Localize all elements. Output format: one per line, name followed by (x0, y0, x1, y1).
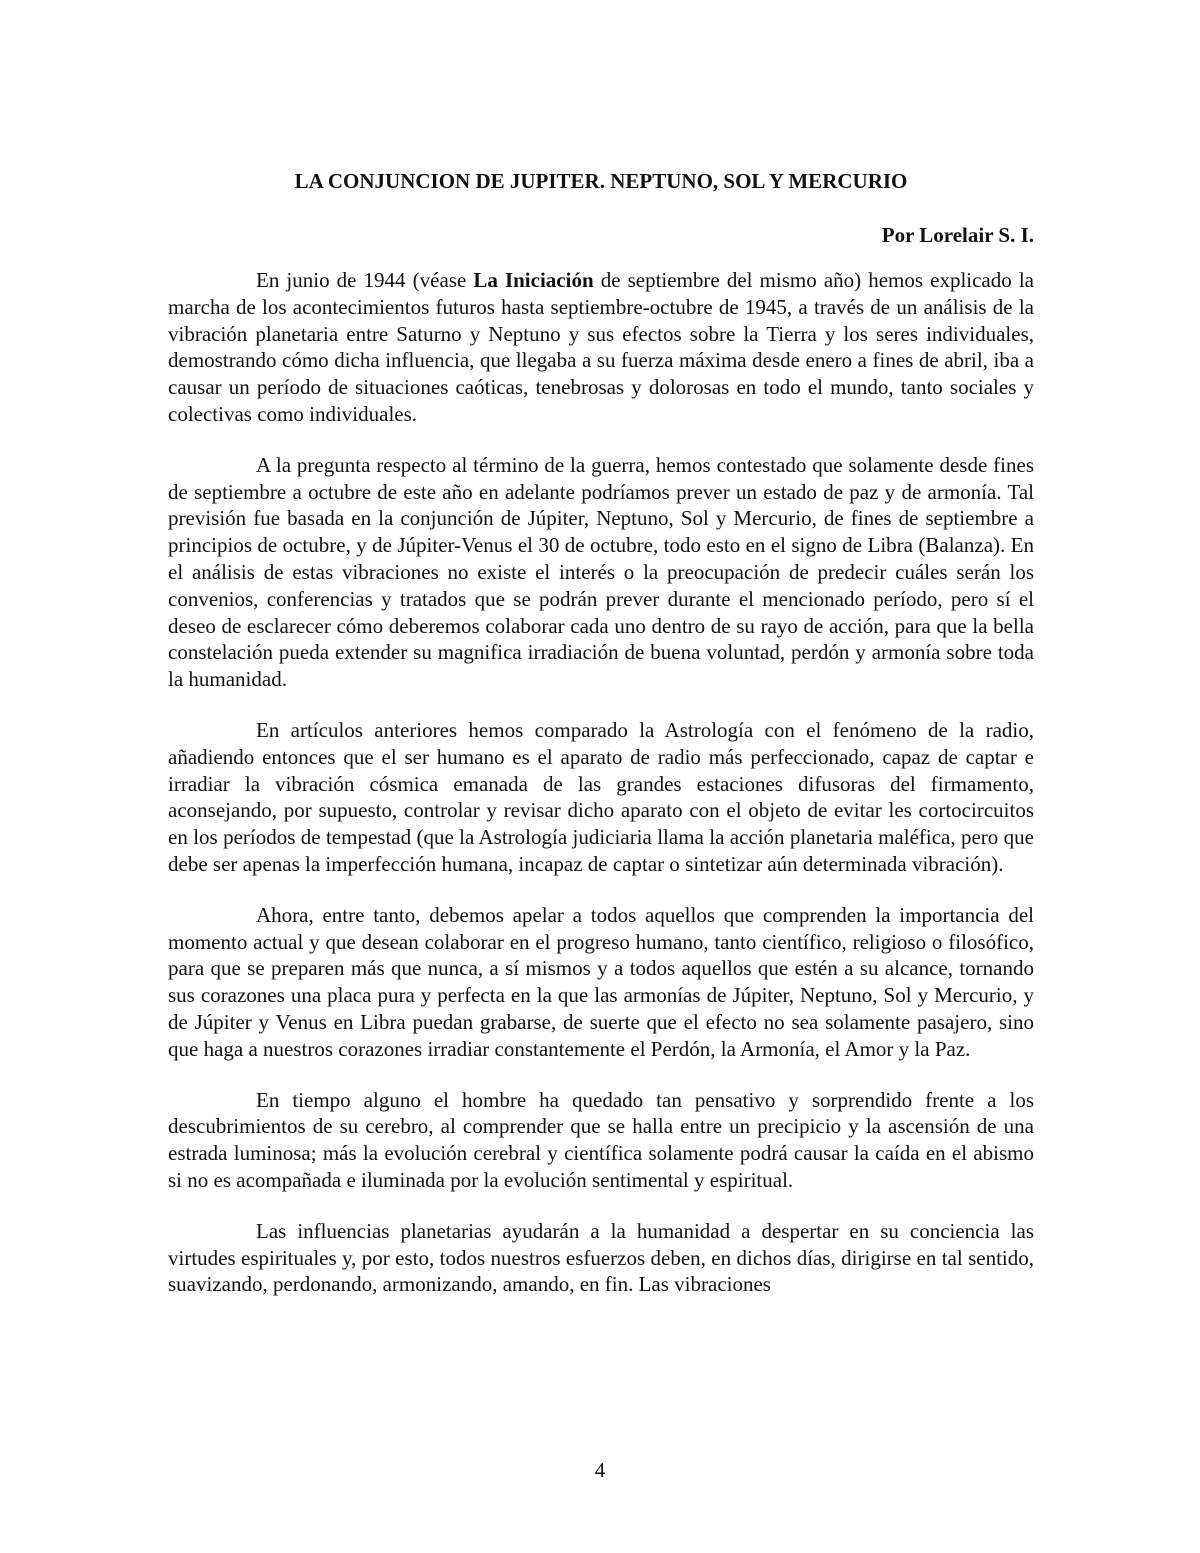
author-byline: Por Lorelair S. I. (881, 223, 1034, 247)
paragraph-6: Las influencias planetarias ayudarán a la humanidad a despertar en su conciencia las virtudes espirituales y, por esto, todos nuestros esfuerzos deben, en dichos días, dirigirse en tal sentido, suavizando, perdonando, armonizando, amando, en fin. Las vibraciones (168, 1218, 1034, 1297)
paragraph-5: En tiempo alguno el hombre ha quedado tan pensativo y sorprendido frente a los descubrimientos de su cerebro, al comprender que se halla entre un precipicio y la ascensión de una estrada luminosa; más la evolución cerebral y científica solamente podrá causar la caída en el abismo si no es acompañada e iluminada por la evolución sentimental y espiritual. (168, 1087, 1034, 1192)
paragraph-1-after: de septiembre del mismo año) hemos explicado la marcha de los acontecimientos futuros hasta septiembre-octubre de 1945, a través de un análisis de la vibración planetaria entre Saturno y Neptuno y sus efectos sobre la Tierra y los seres individuales, demostrando cómo dicha influencia, que llegaba a su fuerza máxima desde enero a fines de abril, iba a causar un período de situaciones caóticas, tenebrosas y dolorosas en todo el mundo, tanto sociales y colectivas como individuales. (168, 268, 1034, 426)
paragraph-4: Ahora, entre tanto, debemos apelar a todos aquellos que comprenden la importancia del momento actual y que desean colaborar en el progreso humano, tanto científico, religioso o filosófico, para que se preparen más que nunca, a sí mismos y a todos aquellos que estén a su alcance, tornando sus corazones una placa pura y perfecta en la que las armonías de Júpiter, Neptuno, Sol y Mercurio, y de Júpiter y Venus en Libra puedan grabarse, de suerte que el efecto no sea solamente pasajero, sino que haga a nuestros corazones irradiar constantemente el Perdón, la Armonía, el Amor y la Paz. (168, 902, 1034, 1061)
article-title: LA CONJUNCION DE JUPITER. NEPTUNO, SOL Y MERCURIO (294, 169, 908, 193)
publication-title: La Iniciación (473, 268, 594, 292)
paragraph-3: En artículos anteriores hemos comparado la Astrología con el fenómeno de la radio, añadiendo entonces que el ser humano es el aparato de radio más perfeccionado, capaz de captar e irradiar la vibración cósmica emanada de las grandes estaciones difusoras del firmamento, aconsejando, por supuesto, controlar y revisar dicho aparato con el objeto de evitar les cortocircuitos en los períodos de tempestad (que la Astrología judiciaria llama la acción planetaria maléfica, pero que debe ser apenas la imperfección humana, incapaz de captar o sintetizar aún determinada vibración). (168, 717, 1034, 876)
document-page (168, 168, 1034, 1322)
paragraph-1 (168, 267, 1034, 428)
paragraph-2: A la pregunta respecto al término de la guerra, hemos contestado que solamente desde fines de septiembre a octubre de este año en adelante podríamos prever un estado de paz y de armonía. Tal previsión fue basada en la conjunción de Júpiter, Neptuno, Sol y Mercurio, de fines de septiembre a principios de octubre, y de Júpiter-Venus el 30 de octubre, todo esto en el signo de Libra (Balanza). En el análisis de estas vibraciones no existe el interés o la preocupación de predecir cuáles serán los convenios, conferencias y tratados que se podrán prever durante el mencionado período, pero sí el deseo de esclarecer cómo deberemos colaborar cada uno dentro de su rayo de acción, para que la bella constelación pueda extender su magnifica irradiación de buena voluntad, perdón y armonía sobre toda la humanidad. (168, 452, 1034, 692)
page-number: 4 (594, 1458, 606, 1482)
paragraph-1-before: En junio de 1944 (véase (256, 268, 474, 292)
